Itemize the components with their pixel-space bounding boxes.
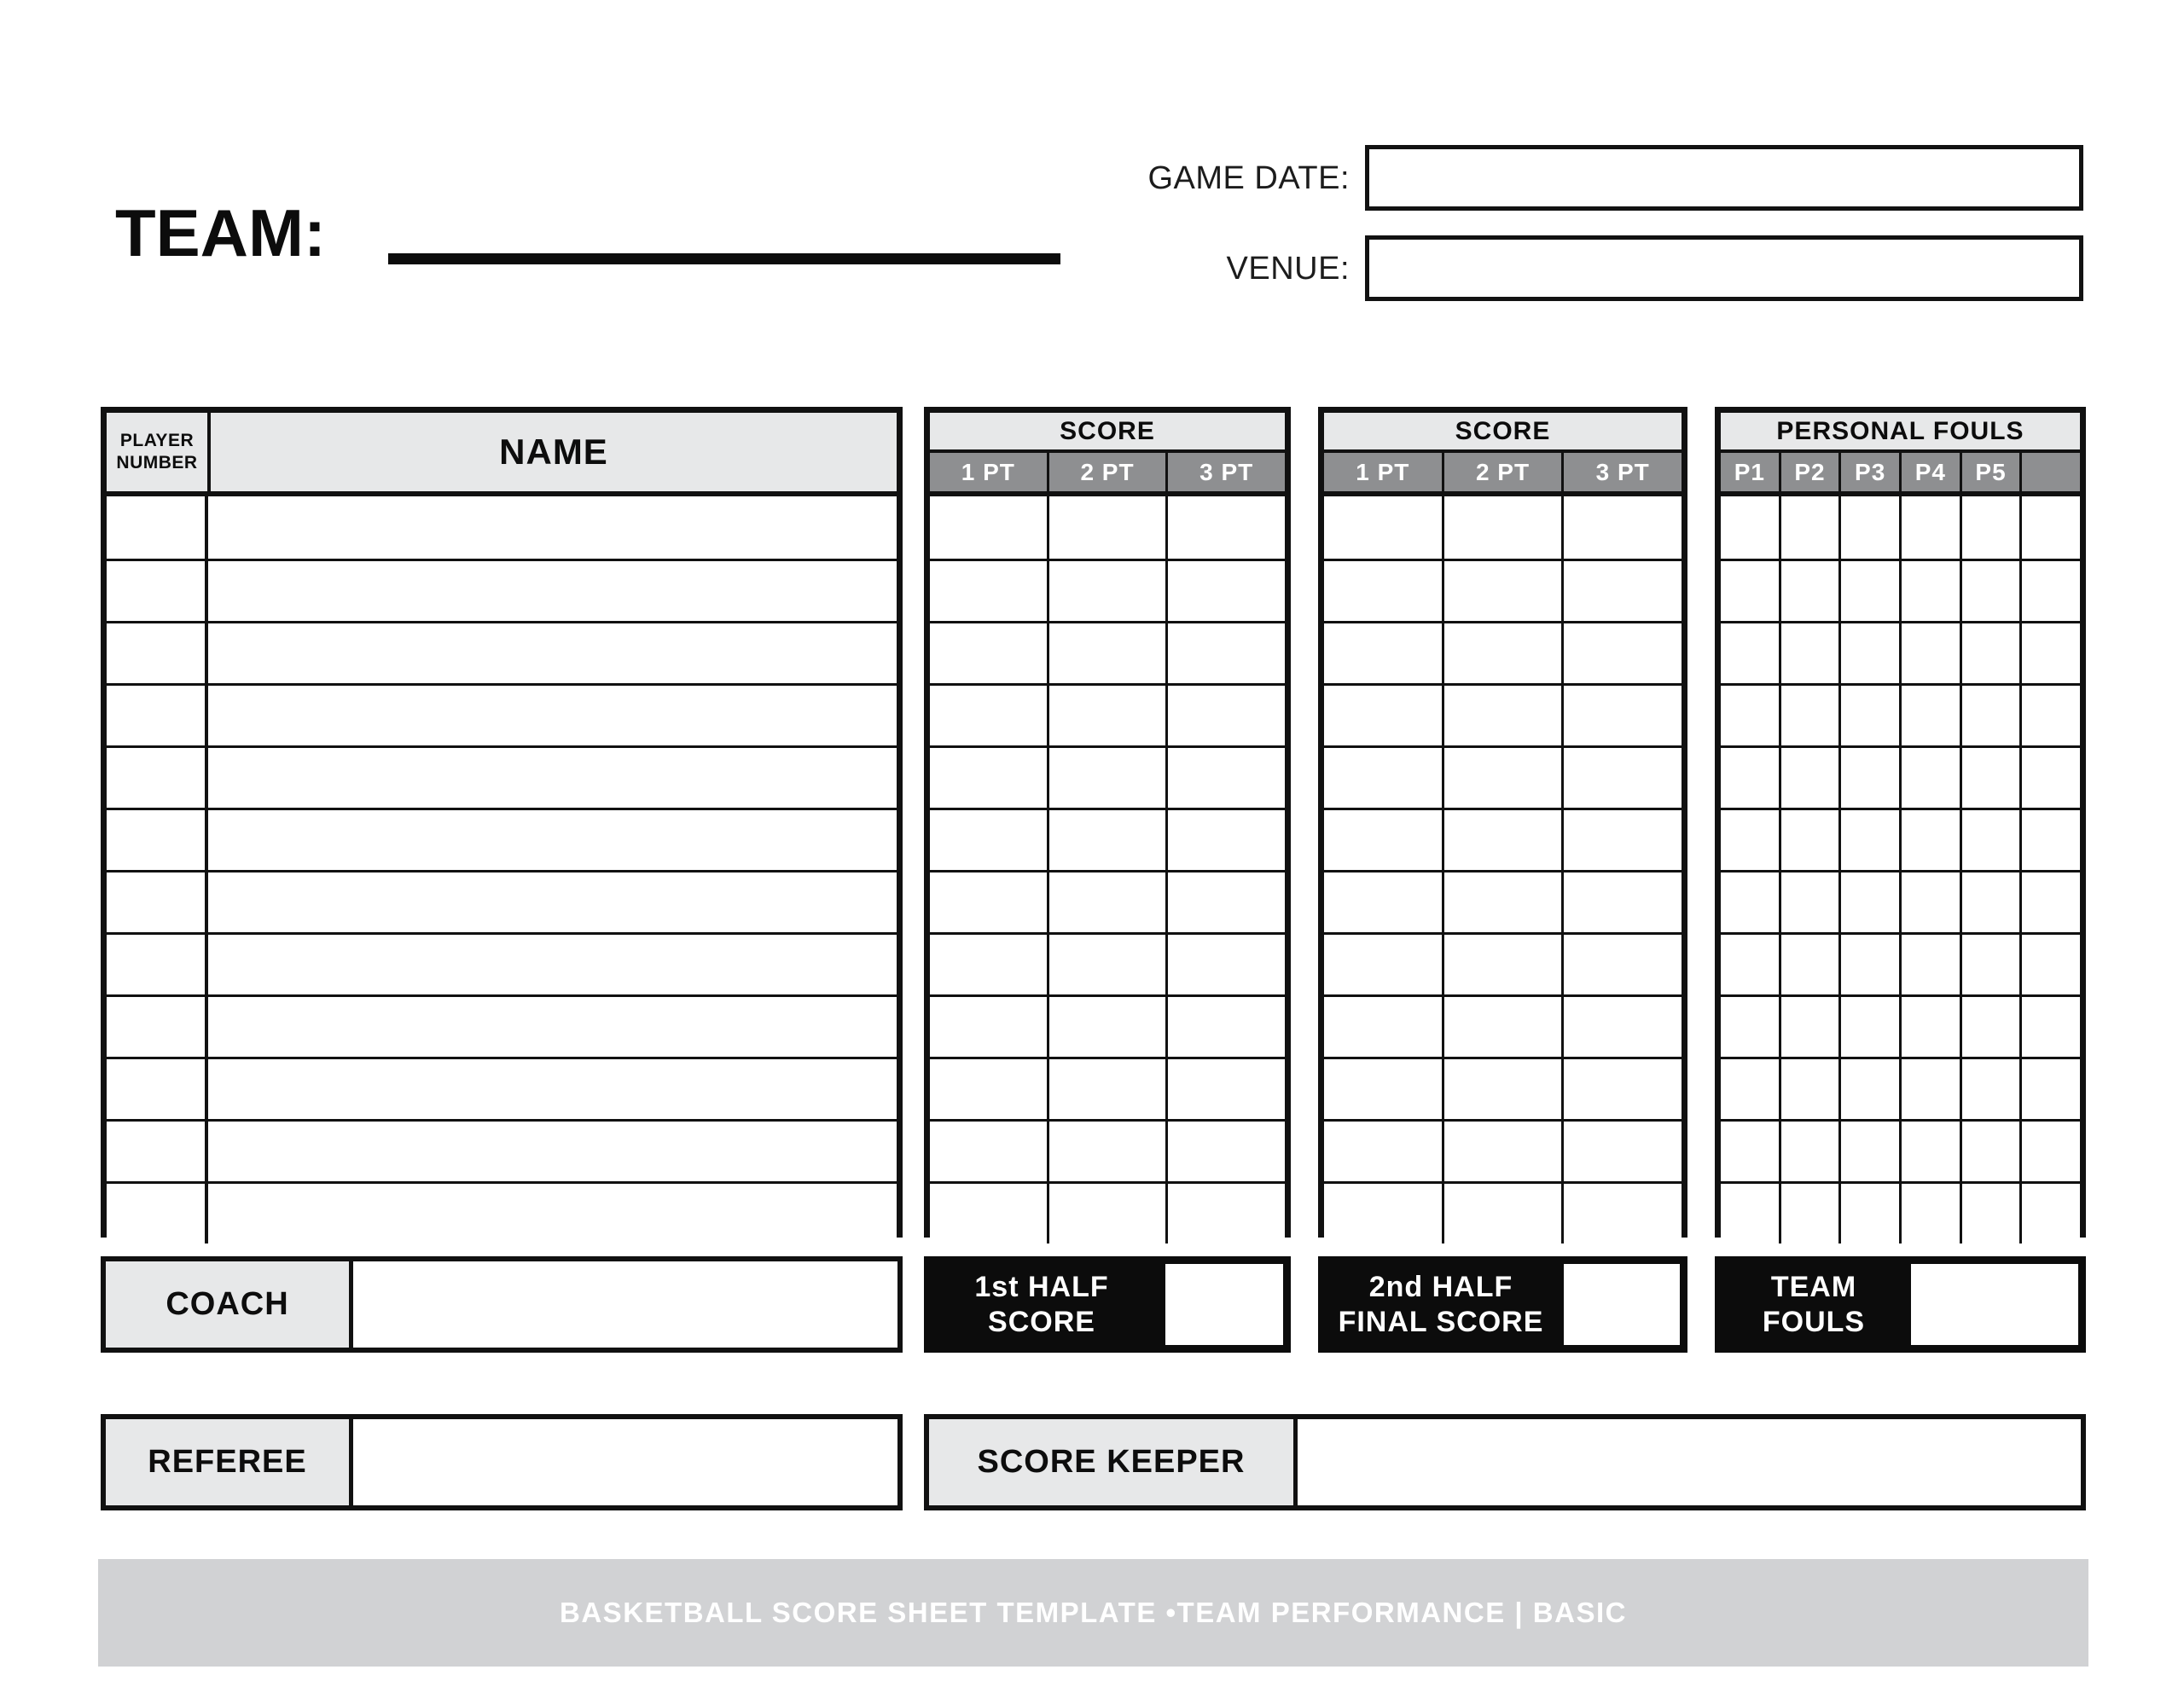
- empty-write-in-cell[interactable]: [1838, 561, 1899, 621]
- game-date-label: GAME DATE:: [1147, 160, 1350, 196]
- column-header-p5: P5: [1960, 453, 2020, 491]
- empty-write-in-cell[interactable]: [1838, 997, 1899, 1057]
- grid-row: [107, 932, 897, 994]
- grid-row: [107, 683, 897, 745]
- empty-write-in-cell[interactable]: [2019, 997, 2080, 1057]
- empty-write-in-cell[interactable]: [107, 872, 208, 932]
- grid-row: [107, 559, 897, 621]
- empty-write-in-cell[interactable]: [1899, 623, 1960, 683]
- empty-write-in-cell[interactable]: [1165, 496, 1285, 559]
- empty-write-in-cell[interactable]: [1838, 496, 1899, 559]
- grid-row: [1721, 1057, 2080, 1119]
- empty-write-in-cell[interactable]: [1324, 1122, 1442, 1181]
- empty-write-in-cell[interactable]: [1324, 561, 1442, 621]
- empty-write-in-cell[interactable]: [1721, 872, 1779, 932]
- empty-write-in-cell[interactable]: [1899, 935, 1960, 994]
- empty-write-in-cell[interactable]: [1442, 748, 1562, 808]
- empty-write-in-cell[interactable]: [1047, 686, 1166, 745]
- grid-row: [107, 808, 897, 870]
- empty-write-in-cell[interactable]: [1442, 623, 1562, 683]
- name-column-header: NAME: [499, 432, 608, 472]
- empty-write-in-cell[interactable]: [1561, 496, 1682, 559]
- column-header-3pt: 3 PT: [1165, 453, 1285, 491]
- grid-row: [930, 621, 1285, 683]
- empty-write-in-cell[interactable]: [1899, 1122, 1960, 1181]
- empty-write-in-cell[interactable]: [1442, 810, 1562, 870]
- empty-write-in-cell[interactable]: [208, 810, 897, 870]
- empty-write-in-cell[interactable]: [1165, 935, 1285, 994]
- empty-write-in-cell[interactable]: [1779, 623, 1839, 683]
- player-number-header-line1: PLAYER: [119, 430, 195, 450]
- empty-write-in-cell[interactable]: [1442, 872, 1562, 932]
- team-fouls-input[interactable]: [1911, 1264, 2078, 1345]
- grid-row: [1324, 994, 1682, 1057]
- grid-row: [1721, 1119, 2080, 1181]
- empty-write-in-cell[interactable]: [2019, 1059, 2080, 1119]
- venue-label: VENUE:: [1226, 251, 1350, 287]
- grid-row: [930, 994, 1285, 1057]
- empty-write-in-cell[interactable]: [1838, 748, 1899, 808]
- roster-table-header: [107, 413, 897, 496]
- first-half-score-input[interactable]: [1165, 1264, 1283, 1345]
- empty-write-in-cell[interactable]: [208, 935, 897, 994]
- empty-write-in-cell[interactable]: [1779, 561, 1839, 621]
- empty-write-in-cell[interactable]: [1165, 1122, 1285, 1181]
- column-header-p1: P1: [1734, 458, 1765, 485]
- personal-fouls-title: PERSONAL FOULS: [1721, 413, 2080, 453]
- empty-write-in-cell[interactable]: [1561, 997, 1682, 1057]
- empty-write-in-cell[interactable]: [1960, 496, 2020, 559]
- empty-write-in-cell[interactable]: [1047, 872, 1166, 932]
- empty-write-in-cell[interactable]: [1838, 872, 1899, 932]
- grid-row: [107, 1057, 897, 1119]
- empty-write-in-cell[interactable]: [1721, 810, 1779, 870]
- empty-write-in-cell[interactable]: [208, 997, 897, 1057]
- empty-write-in-cell[interactable]: [1561, 686, 1682, 745]
- second-half-final-score-box: [1318, 1256, 1687, 1353]
- referee-row: [101, 1414, 903, 1510]
- empty-write-in-cell[interactable]: [1324, 623, 1442, 683]
- empty-write-in-cell[interactable]: [1960, 1184, 2020, 1244]
- empty-write-in-cell[interactable]: [1047, 935, 1166, 994]
- empty-write-in-cell[interactable]: [2019, 561, 2080, 621]
- roster-table-body: [107, 496, 897, 1244]
- empty-write-in-cell[interactable]: [208, 748, 897, 808]
- grid-row: [107, 496, 897, 559]
- empty-write-in-cell[interactable]: [1561, 1184, 1682, 1244]
- empty-write-in-cell[interactable]: [1721, 1122, 1779, 1181]
- grid-row: [1324, 745, 1682, 808]
- grid-row: [1721, 932, 2080, 994]
- empty-write-in-cell[interactable]: [1324, 496, 1442, 559]
- empty-write-in-cell[interactable]: [1324, 872, 1442, 932]
- empty-write-in-cell[interactable]: [930, 1059, 1047, 1119]
- grid-row: [107, 621, 897, 683]
- grid-row: [1324, 621, 1682, 683]
- grid-row: [930, 745, 1285, 808]
- empty-write-in-cell[interactable]: [1960, 872, 2020, 932]
- grid-row: [930, 1057, 1285, 1119]
- empty-write-in-cell[interactable]: [930, 1122, 1047, 1181]
- empty-write-in-cell[interactable]: [1960, 1059, 2020, 1119]
- column-header-blank: [2019, 453, 2080, 491]
- roster-table: [101, 407, 903, 1238]
- empty-write-in-cell[interactable]: [1324, 748, 1442, 808]
- empty-write-in-cell[interactable]: [1047, 496, 1166, 559]
- empty-write-in-cell[interactable]: [107, 997, 208, 1057]
- second-half-score-label-line2: FINAL SCORE: [1338, 1305, 1544, 1338]
- team-fouls-box: [1715, 1256, 2086, 1353]
- empty-write-in-cell[interactable]: [1561, 561, 1682, 621]
- empty-write-in-cell[interactable]: [107, 1184, 208, 1244]
- empty-write-in-cell[interactable]: [1838, 1184, 1899, 1244]
- grid-row: [1324, 1119, 1682, 1181]
- empty-write-in-cell[interactable]: [1899, 561, 1960, 621]
- empty-write-in-cell[interactable]: [1779, 496, 1839, 559]
- column-header-2pt: 2 PT: [1442, 453, 1562, 491]
- grid-row: [1721, 683, 2080, 745]
- column-header-3pt: 3 PT: [1561, 453, 1682, 491]
- coach-input[interactable]: [353, 1261, 897, 1348]
- grid-row: [930, 1181, 1285, 1244]
- empty-write-in-cell[interactable]: [1960, 623, 2020, 683]
- grid-row: [1324, 808, 1682, 870]
- empty-write-in-cell[interactable]: [1779, 810, 1839, 870]
- empty-write-in-cell[interactable]: [1165, 561, 1285, 621]
- empty-write-in-cell[interactable]: [208, 686, 897, 745]
- empty-write-in-cell[interactable]: [930, 623, 1047, 683]
- empty-write-in-cell[interactable]: [930, 997, 1047, 1057]
- empty-write-in-cell[interactable]: [1899, 1059, 1960, 1119]
- grid-row: [107, 745, 897, 808]
- empty-write-in-cell[interactable]: [1838, 1059, 1899, 1119]
- empty-write-in-cell[interactable]: [1442, 686, 1562, 745]
- empty-write-in-cell[interactable]: [2019, 935, 2080, 994]
- empty-write-in-cell[interactable]: [2019, 496, 2080, 559]
- grid-row: [930, 808, 1285, 870]
- second-half-final-score-input[interactable]: [1564, 1264, 1680, 1345]
- empty-write-in-cell[interactable]: [1838, 623, 1899, 683]
- first-half-score-label-line2: SCORE: [988, 1305, 1095, 1338]
- coach-row: [101, 1256, 903, 1353]
- empty-write-in-cell[interactable]: [2019, 686, 2080, 745]
- empty-write-in-cell[interactable]: [1721, 686, 1779, 745]
- empty-write-in-cell[interactable]: [107, 810, 208, 870]
- empty-write-in-cell[interactable]: [1442, 1059, 1562, 1119]
- empty-write-in-cell[interactable]: [1960, 1122, 2020, 1181]
- empty-write-in-cell[interactable]: [1960, 561, 2020, 621]
- team-fouls-label-line1: TEAM: [1770, 1270, 1857, 1303]
- grid-row: [930, 870, 1285, 932]
- empty-write-in-cell[interactable]: [1561, 872, 1682, 932]
- empty-write-in-cell[interactable]: [1721, 997, 1779, 1057]
- column-header-1pt: 1 PT: [1356, 458, 1410, 485]
- player-number-column-header: [107, 413, 211, 491]
- empty-write-in-cell[interactable]: [1899, 810, 1960, 870]
- grid-row: [1324, 1181, 1682, 1244]
- empty-write-in-cell[interactable]: [1779, 935, 1839, 994]
- empty-write-in-cell[interactable]: [107, 561, 208, 621]
- empty-write-in-cell[interactable]: [1899, 872, 1960, 932]
- empty-write-in-cell[interactable]: [1165, 686, 1285, 745]
- empty-write-in-cell[interactable]: [930, 1184, 1047, 1244]
- empty-write-in-cell[interactable]: [1047, 623, 1166, 683]
- empty-write-in-cell[interactable]: [1442, 496, 1562, 559]
- empty-write-in-cell[interactable]: [1561, 1122, 1682, 1181]
- score-table-second-columns: [1324, 453, 1682, 496]
- empty-write-in-cell[interactable]: [930, 496, 1047, 559]
- empty-write-in-cell[interactable]: [107, 748, 208, 808]
- coach-label: COACH: [106, 1261, 353, 1348]
- empty-write-in-cell[interactable]: [107, 496, 208, 559]
- empty-write-in-cell[interactable]: [930, 810, 1047, 870]
- empty-write-in-cell[interactable]: [1165, 748, 1285, 808]
- empty-write-in-cell[interactable]: [1047, 748, 1166, 808]
- grid-row: [1721, 496, 2080, 559]
- grid-row: [930, 496, 1285, 559]
- empty-write-in-cell[interactable]: [1838, 1122, 1899, 1181]
- second-half-final-score-label: [1318, 1256, 1564, 1353]
- empty-write-in-cell[interactable]: [2019, 872, 2080, 932]
- grid-row: [930, 1119, 1285, 1181]
- grid-row: [1324, 496, 1682, 559]
- score-keeper-input[interactable]: [1298, 1419, 2081, 1505]
- empty-write-in-cell[interactable]: [107, 686, 208, 745]
- grid-row: [1721, 745, 2080, 808]
- empty-write-in-cell[interactable]: [1721, 496, 1779, 559]
- empty-write-in-cell[interactable]: [2019, 1122, 2080, 1181]
- empty-write-in-cell[interactable]: [1561, 935, 1682, 994]
- game-date-input[interactable]: [1365, 145, 2083, 211]
- grid-row: [1721, 559, 2080, 621]
- empty-write-in-cell[interactable]: [1899, 997, 1960, 1057]
- empty-write-in-cell[interactable]: [1899, 686, 1960, 745]
- empty-write-in-cell[interactable]: [208, 872, 897, 932]
- empty-write-in-cell[interactable]: [1779, 1122, 1839, 1181]
- empty-write-in-cell[interactable]: [1960, 935, 2020, 994]
- empty-write-in-cell[interactable]: [1960, 686, 2020, 745]
- empty-write-in-cell[interactable]: [1324, 935, 1442, 994]
- empty-write-in-cell[interactable]: [1721, 1059, 1779, 1119]
- column-header-p3: P3: [1838, 453, 1899, 491]
- column-header-1pt: 1 PT: [961, 458, 1015, 485]
- personal-fouls-body: [1721, 496, 2080, 1244]
- first-half-score-box: [924, 1256, 1291, 1353]
- footer-band: [98, 1559, 2088, 1667]
- empty-write-in-cell[interactable]: [1165, 1059, 1285, 1119]
- empty-write-in-cell[interactable]: [1442, 1122, 1562, 1181]
- empty-write-in-cell[interactable]: [1721, 623, 1779, 683]
- empty-write-in-cell[interactable]: [1899, 496, 1960, 559]
- empty-write-in-cell[interactable]: [1779, 997, 1839, 1057]
- footer-text: BASKETBALL SCORE SHEET TEMPLATE •TEAM PERFORMANCE | BASIC: [560, 1597, 1627, 1628]
- empty-write-in-cell[interactable]: [930, 561, 1047, 621]
- empty-write-in-cell[interactable]: [1779, 1184, 1839, 1244]
- empty-write-in-cell[interactable]: [1324, 810, 1442, 870]
- score-table-second: [1318, 407, 1687, 1238]
- empty-write-in-cell[interactable]: [930, 935, 1047, 994]
- score-table-second-title: SCORE: [1324, 413, 1682, 453]
- empty-write-in-cell[interactable]: [1561, 1059, 1682, 1119]
- empty-write-in-cell[interactable]: [1047, 1059, 1166, 1119]
- grid-row: [1721, 1181, 2080, 1244]
- empty-write-in-cell[interactable]: [1721, 561, 1779, 621]
- empty-write-in-cell[interactable]: [1442, 1184, 1562, 1244]
- empty-write-in-cell[interactable]: [1779, 748, 1839, 808]
- grid-row: [930, 559, 1285, 621]
- empty-write-in-cell[interactable]: [1899, 748, 1960, 808]
- personal-fouls-columns: [1721, 453, 2080, 496]
- empty-write-in-cell[interactable]: [1442, 997, 1562, 1057]
- empty-write-in-cell[interactable]: [1324, 1059, 1442, 1119]
- empty-write-in-cell[interactable]: [1047, 810, 1166, 870]
- empty-write-in-cell[interactable]: [1165, 810, 1285, 870]
- empty-write-in-cell[interactable]: [208, 1122, 897, 1181]
- empty-write-in-cell[interactable]: [1324, 686, 1442, 745]
- score-table-first-columns: [930, 453, 1285, 496]
- empty-write-in-cell[interactable]: [930, 872, 1047, 932]
- empty-write-in-cell[interactable]: [1165, 997, 1285, 1057]
- empty-write-in-cell[interactable]: [1960, 748, 2020, 808]
- empty-write-in-cell[interactable]: [2019, 810, 2080, 870]
- empty-write-in-cell[interactable]: [107, 623, 208, 683]
- empty-write-in-cell[interactable]: [1047, 1184, 1166, 1244]
- empty-write-in-cell[interactable]: [1721, 1184, 1779, 1244]
- column-header-2pt: 2 PT: [1047, 453, 1166, 491]
- empty-write-in-cell[interactable]: [1960, 997, 2020, 1057]
- empty-write-in-cell[interactable]: [1838, 810, 1899, 870]
- empty-write-in-cell[interactable]: [1960, 810, 2020, 870]
- referee-label: REFEREE: [106, 1419, 353, 1505]
- grid-row: [107, 1119, 897, 1181]
- player-number-header-line2: NUMBER: [116, 453, 198, 472]
- empty-write-in-cell[interactable]: [1561, 623, 1682, 683]
- first-half-score-label: [924, 1256, 1159, 1353]
- second-half-score-label-line1: 2nd HALF: [1368, 1270, 1513, 1303]
- score-table-second-body: [1324, 496, 1682, 1244]
- empty-write-in-cell[interactable]: [107, 1122, 208, 1181]
- empty-write-in-cell[interactable]: [208, 496, 897, 559]
- team-fouls-label-line2: FOULS: [1762, 1305, 1866, 1338]
- grid-row: [1324, 559, 1682, 621]
- empty-write-in-cell[interactable]: [1838, 935, 1899, 994]
- grid-row: [1721, 621, 2080, 683]
- empty-write-in-cell[interactable]: [930, 686, 1047, 745]
- empty-write-in-cell[interactable]: [107, 935, 208, 994]
- empty-write-in-cell[interactable]: [208, 1184, 897, 1244]
- grid-row: [107, 870, 897, 932]
- empty-write-in-cell[interactable]: [1779, 872, 1839, 932]
- empty-write-in-cell[interactable]: [1779, 686, 1839, 745]
- score-table-first: [924, 407, 1291, 1238]
- first-half-score-label-line1: 1st HALF: [974, 1270, 1109, 1303]
- referee-input[interactable]: [353, 1419, 897, 1505]
- empty-write-in-cell[interactable]: [1779, 1059, 1839, 1119]
- empty-write-in-cell[interactable]: [1165, 623, 1285, 683]
- empty-write-in-cell[interactable]: [208, 561, 897, 621]
- column-header-p2: P2: [1779, 453, 1839, 491]
- grid-row: [107, 994, 897, 1057]
- empty-write-in-cell[interactable]: [1324, 997, 1442, 1057]
- empty-write-in-cell[interactable]: [208, 623, 897, 683]
- empty-write-in-cell[interactable]: [1561, 810, 1682, 870]
- grid-row: [930, 932, 1285, 994]
- empty-write-in-cell[interactable]: [1721, 935, 1779, 994]
- column-header-p4: P4: [1899, 453, 1960, 491]
- empty-write-in-cell[interactable]: [1047, 561, 1166, 621]
- empty-write-in-cell[interactable]: [1047, 1122, 1166, 1181]
- grid-row: [930, 683, 1285, 745]
- empty-write-in-cell[interactable]: [1165, 872, 1285, 932]
- personal-fouls-table: [1715, 407, 2086, 1238]
- team-label: TEAM:: [115, 195, 326, 270]
- score-keeper-label: SCORE KEEPER: [929, 1419, 1298, 1505]
- grid-row: [1324, 1057, 1682, 1119]
- grid-row: [107, 1181, 897, 1244]
- empty-write-in-cell[interactable]: [107, 1059, 208, 1119]
- empty-write-in-cell[interactable]: [1838, 686, 1899, 745]
- empty-write-in-cell[interactable]: [2019, 1184, 2080, 1244]
- empty-write-in-cell[interactable]: [1442, 561, 1562, 621]
- grid-row: [1721, 994, 2080, 1057]
- grid-row: [1324, 870, 1682, 932]
- score-keeper-row: [924, 1414, 2086, 1510]
- score-table-first-body: [930, 496, 1285, 1244]
- grid-row: [1721, 870, 2080, 932]
- empty-write-in-cell[interactable]: [1442, 935, 1562, 994]
- empty-write-in-cell[interactable]: [1899, 1184, 1960, 1244]
- empty-write-in-cell[interactable]: [1165, 1184, 1285, 1244]
- empty-write-in-cell[interactable]: [208, 1059, 897, 1119]
- empty-write-in-cell[interactable]: [2019, 623, 2080, 683]
- empty-write-in-cell[interactable]: [1561, 748, 1682, 808]
- empty-write-in-cell[interactable]: [1324, 1184, 1442, 1244]
- score-table-first-title: SCORE: [930, 413, 1285, 453]
- empty-write-in-cell[interactable]: [2019, 748, 2080, 808]
- grid-row: [1721, 808, 2080, 870]
- grid-row: [1324, 683, 1682, 745]
- grid-row: [1324, 932, 1682, 994]
- team-fouls-label: [1715, 1256, 1913, 1353]
- empty-write-in-cell[interactable]: [1047, 997, 1166, 1057]
- empty-write-in-cell[interactable]: [1721, 748, 1779, 808]
- venue-input[interactable]: [1365, 235, 2083, 301]
- empty-write-in-cell[interactable]: [930, 748, 1047, 808]
